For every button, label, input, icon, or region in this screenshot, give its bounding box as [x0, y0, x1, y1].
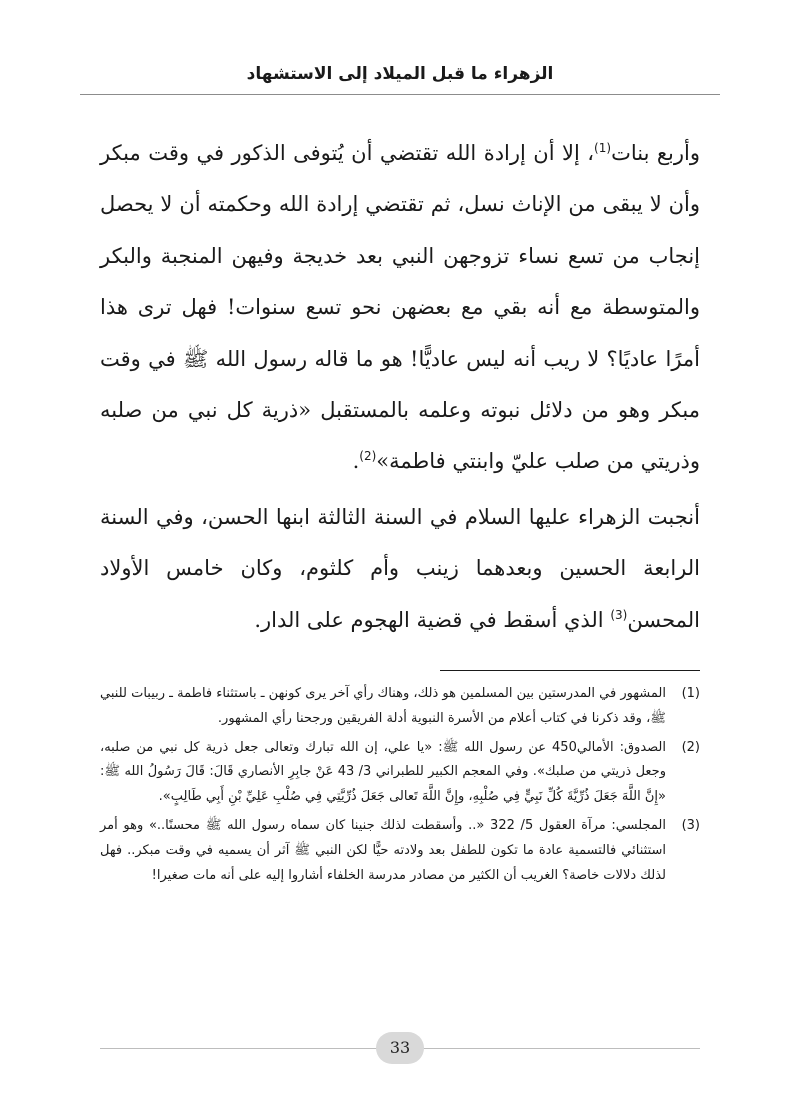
footnote-ref-1[interactable]: (1) [594, 141, 612, 155]
header-divider [80, 94, 720, 95]
footnote-item [100, 736, 700, 810]
footnote-ref-3[interactable]: (3) [610, 607, 628, 622]
page-header-title: الزهراء ما قبل الميلاد إلى الاستشهاد [246, 64, 554, 84]
footnote-item [100, 814, 700, 888]
paragraph-1-part-c: . [352, 449, 360, 474]
footnote-number: (2) [681, 739, 700, 755]
footnote-text: الصدوق: الأمالي450 عن رسول الله ﷺ: «يا علي، إن الله تبارك وتعالى جعل ذرية كل نبي من صلبه، وجعل ذريتي من صلبك». وفي المعجم الكبير للطبراني 3/ 43 عَنْ جابِرِ الأنصاري قَالَ: قَالَ رَسُولُ الله ﷺ: «إِنَّ اللَّهَ جَعَلَ ذُرِّيَّةَ كُلِّ نَبِيٍّ فِي صُلْبِهِ، وإِنَّ اللَّهَ تَعالى جَعَلَ ذُرِّيَّتِي فِي صُلْبِ عَلِيِّ بْنِ أَبِي طَالِبٍ». [100, 739, 666, 805]
footnotes [100, 682, 700, 892]
footnote-item [100, 682, 700, 732]
paragraph-2 [100, 492, 700, 646]
footnote-number: (3) [681, 817, 700, 833]
paragraph-2-part-a: أنجبت الزهراء عليها السلام في السنة الثالثة ابنها الحسن، وفي السنة الرابعة الحسين وبعدهما زينب وأم كلثوم، وكان خامس الأولاد المحسن [100, 504, 700, 632]
paragraph-1 [100, 128, 700, 488]
paragraph-1-part-b: ، إلا أن إرادة الله تقتضي أن يُتوفى الذكور في وقت مبكر وأن لا يبقى من الإناث نسل، ثم تقتضي إرادة الله وحكمته أن لا يحصل إنجاب من تسع نساء تزوجهن النبي بعد خديجة وفيهن المنجبة والبكر والمتوسطة مع أنه بقي مع بعضهن نحو تسع سنوات! فهل ترى هذا أمرًا عاديًا؟ لا ريب أنه ليس عاديًّا! هو ما قاله رسول الله ﷺ في وقت مبكر وهو من دلائل نبوته وعلمه بالمستقبل «ذرية كل نبي من صلبه وذريتي من صلب عليّ وابنتي فاطمة» [100, 141, 700, 474]
footnote-ref-2[interactable]: (2) [359, 449, 377, 464]
footnote-separator [440, 670, 700, 671]
footnote-text: المشهور في المدرستين بين المسلمين هو ذلك، وهناك رأي آخر يرى كونهن ـ باستثناء فاطمة ـ ربيبات للنبي ﷺ، وقد ذكرنا في كتاب أعلام من الأسرة النبوية أدلة الفريقين ورجحنا رأي المشهور. [100, 686, 666, 726]
footnote-number: (1) [681, 686, 700, 701]
footnote-text: المجلسي: مرآة العقول 5/ 322 «.. وأسقطت لذلك جنينا كان سماه رسول الله ﷺ محسنًا..» وهو أمر استثنائي فالتسمية عادة ما تكون للطفل بعد ولادته حيًّا لكن النبي ﷺ آثر أن يسميه في وقت مبكر.. فهل لذلك دلالات خاصة؟ الغريب أن الكثير من مصادر مدرسة الخلفاء أشاروا إليه على أنه مات صغيرا! [100, 817, 666, 883]
paragraph-1-part-a: وأربع بنات [611, 141, 700, 165]
page-number: 33 [376, 1032, 424, 1064]
paragraph-2-part-b: الذي أسقط في قضية الهجوم على الدار. [254, 607, 611, 632]
main-text [100, 128, 700, 646]
